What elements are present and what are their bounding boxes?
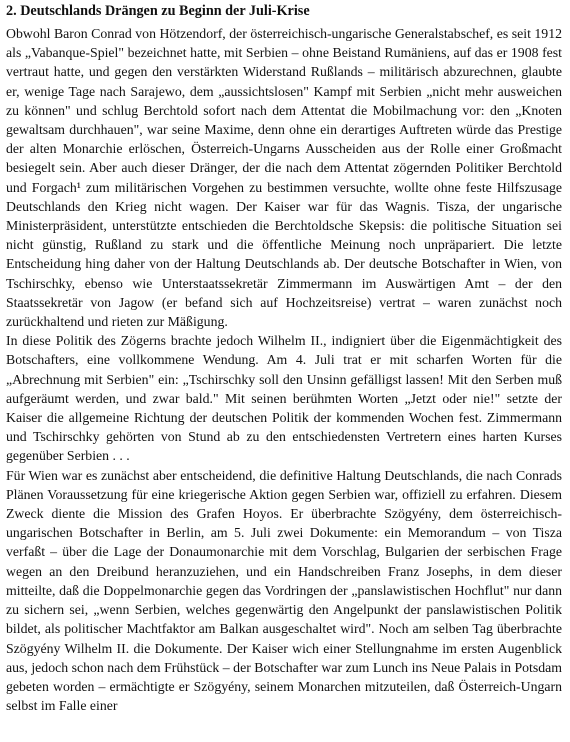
paragraph-hoyos-mission: Für Wien war es zunächst aber entscheidend, die definitive Haltung Deutschlands, die nach Conrads Plänen Voraussetzung für eine kriegerische Aktion gegen Serbien war, offiziell zu erfahren. Diesem Zweck diente die Mission des Grafen Hoyos. Er überbrachte Szögyény, dem österreichisch-ungarischen Botschafter in Berlin, am 5. Juli zwei Dokumente: ein Memorandum – von Tisza verfaßt – über die Lage der Donaumonarchie mit dem Vorschlag, Bulgarien der serbischen Frage wegen an den Dreibund heranzuziehen, und ein Handschreiben Franz Josephs, in dem dieser mitteilte, daß die Doppelmonarchie gegen das Vordringen der „panslawistischen Hochflut" nur dann zu sichern sei, „wenn Serbien, welches gegenwärtig den Angelpunkt der panslawistischen Politik bildet, als politischer Machtfaktor am Balkan ausgeschaltet wird". Noch am selben Tag überbrachte Szögyény Wilhelm II. die Dokumente. Der Kaiser wich einer Stellungnahme im ersten Augenblick aus, jedoch schon nach dem Frühstück – der Botschafter war zum Lunch ins Neue Palais in Potsdam gebeten worden – ermächtigte er Szögyény, seinem Monarchen mitzuteilen, daß Österreich-Ungarn selbst im Falle einer [6, 467, 562, 714]
paragraph-conrad: Obwohl Baron Conrad von Hötzendorf, der österreichisch-ungarische Generalstabschef, es seit 1912 als „Vabanque-Spiel" bezeichnet hatte, mit Serbien – ohne Beistand Rumäniens, auf das er 1908 fest vertraut hatte, und gegen den verstärkten Widerstand Rußlands – militärisch abzurechnen, glaubte er, wenige Tage nach Sarajewo, dem „aussichtslosen" Kampf mit Serbien „nicht mehr ausweichen zu können" und schlug Berchtold sofort nach dem Attentat die Mobilmachung vor: den „Knoten gewaltsam durchhauen", war seine Maxime, denn ohne ein derartiges Auftreten würde das Prestige der alten Monarchie erlöschen, Österreich-Ungarns Ausscheiden aus der Rolle einer Großmacht besiegelt sein. Aber auch dieser Dränger, der die nach dem Attentat zögernden Politiker Berchtold und Forgach¹ zum militärischen Vorgehen zu bestimmen versuchte, wollte ohne feste Hilfszusage Deutschlands den Krieg nicht wagen. Der Kaiser war für das Wagnis. Tisza, der ungarische Ministerpräsident, unterstützte entschieden die Berchtoldsche Skepsis: die politische Situation sei nicht günstig, Rußland zu stark und die öffentliche Meinung noch unpräpariert. Die letzte Entscheidung hing daher von der Haltung Deutschlands ab. Der deutsche Botschafter in Wien, von Tschirschky, ebenso wie Unterstaatssekretär Zimmermann im Auswärtigen Amt – der den Staatssekretär von Jagow (er befand sich auf Hochzeitsreise) vertrat – waren zunächst noch zurückhaltend und rieten zur Mäßigung. [6, 26, 562, 330]
paragraph-wilhelm: In diese Politik des Zögerns brachte jedoch Wilhelm II., indigniert über die Eigenmächtigkeit des Botschafters, eine vollkommene Wendung. Am 4. Juli trat er mit scharfen Worten für die „Abrechnung mit Serbien" ein: „Tschirschky soll den Unsinn gefälligst lassen! Mit den Serben muß aufgeräumt werden, und zwar bald." Mit seinen berühmten Worten „Jetzt oder nie!" setzte der Kaiser die allgemeine Richtung der deutschen Politik der kommenden Wochen fest. Zimmermann und Tschirschky gehörten von Stund ab zu den entschiedensten Vertretern eines harten Kurses gegenüber Serbien . . . [6, 333, 562, 464]
section-heading: 2. Deutschlands Drängen zu Beginn der Juli-Krise [6, 3, 310, 19]
